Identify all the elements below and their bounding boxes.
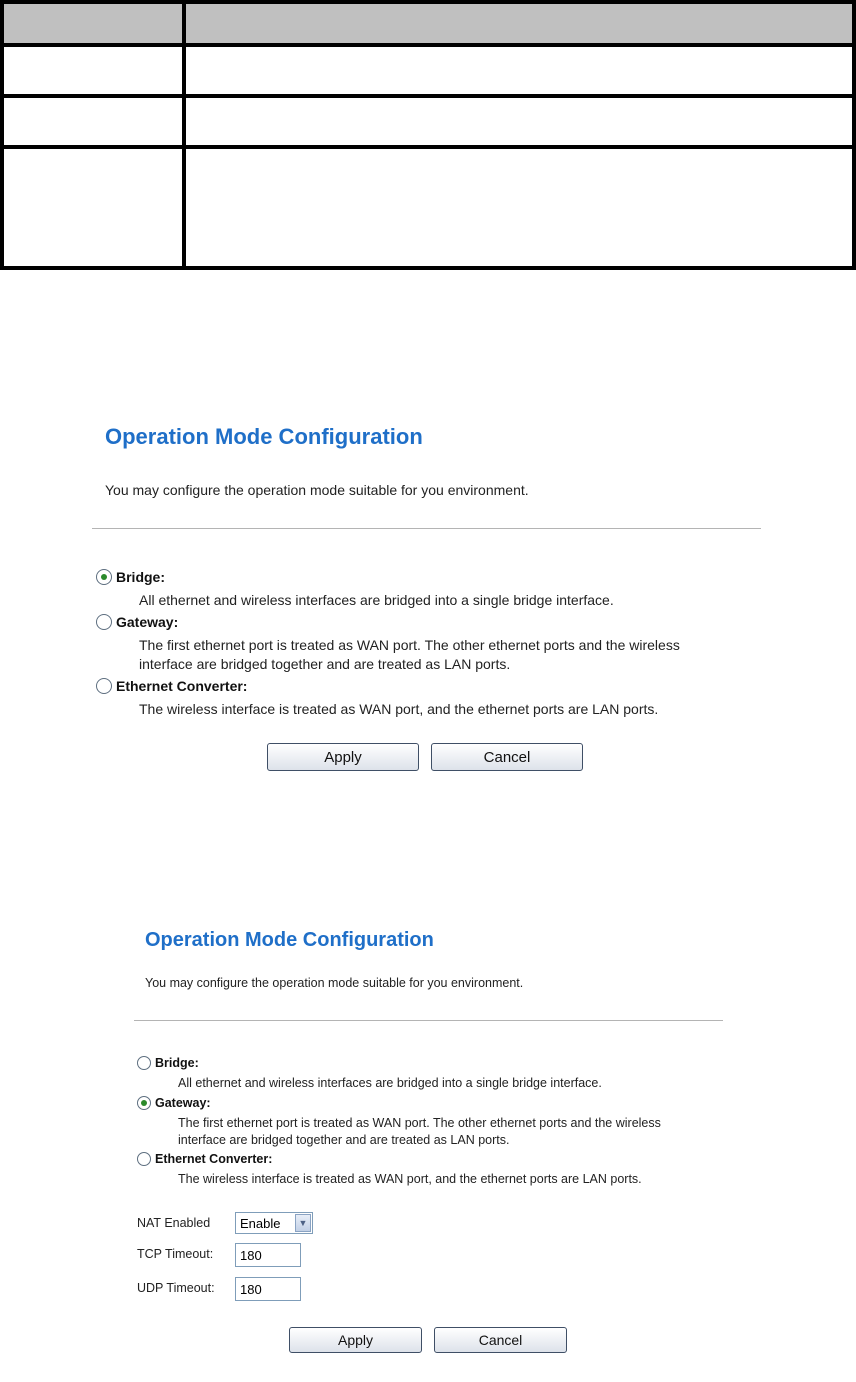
radio-label-ethernet-converter: Ethernet Converter: xyxy=(116,678,248,694)
nat-enabled-select[interactable] xyxy=(235,1212,313,1234)
nat-enabled-label: NAT Enabled xyxy=(137,1216,211,1230)
radio-option-bridge[interactable] xyxy=(137,1056,199,1070)
option-description: The first ethernet port is treated as WAN port. The other ethernet ports and the wireless xyxy=(178,1116,661,1130)
radio-option-gateway[interactable] xyxy=(137,1096,211,1110)
option-description: All ethernet and wireless interfaces are bridged into a single bridge interface. xyxy=(178,1076,602,1090)
radio-label-bridge: Bridge: xyxy=(155,1056,199,1070)
option-description: The wireless interface is treated as WAN port, and the ethernet ports are LAN ports. xyxy=(139,701,659,717)
radio-button-gateway[interactable] xyxy=(137,1096,151,1110)
radio-label-ethernet-converter: Ethernet Converter: xyxy=(155,1152,273,1166)
apply-button[interactable]: Apply xyxy=(289,1327,422,1353)
option-description: interface are bridged together and are treated as LAN ports. xyxy=(178,1133,510,1147)
tcp-timeout-label: TCP Timeout: xyxy=(137,1247,214,1261)
page-title: Operation Mode Configuration xyxy=(145,929,434,951)
radio-label-gateway: Gateway: xyxy=(116,614,179,630)
apply-button[interactable]: Apply xyxy=(267,743,419,771)
radio-button-ethernet-converter[interactable] xyxy=(137,1152,151,1166)
chevron-down-icon[interactable]: ▼ xyxy=(295,1214,311,1232)
page-title: Operation Mode Configuration xyxy=(105,424,423,449)
radio-button-bridge[interactable] xyxy=(137,1056,151,1070)
radio-label-bridge: Bridge: xyxy=(116,569,165,585)
udp-timeout-label: UDP Timeout: xyxy=(137,1281,215,1295)
tcp-timeout-input[interactable] xyxy=(235,1243,301,1267)
radio-option-ethernet-converter[interactable] xyxy=(137,1152,272,1166)
page-description: You may configure the operation mode suitable for you environment. xyxy=(105,482,529,498)
option-description: interface are bridged together and are treated as LAN ports. xyxy=(139,656,511,672)
radio-selected-dot xyxy=(141,1100,147,1106)
udp-timeout-input[interactable] xyxy=(235,1277,301,1301)
nat-enabled-value: Enable xyxy=(240,1215,281,1231)
page-description: You may configure the operation mode suitable for you environment. xyxy=(145,976,524,990)
option-description: The wireless interface is treated as WAN port, and the ethernet ports are LAN ports. xyxy=(178,1172,642,1186)
divider xyxy=(134,1020,723,1021)
cancel-button[interactable]: Cancel xyxy=(434,1327,567,1353)
option-description: The first ethernet port is treated as WAN port. The other ethernet ports and the wireless xyxy=(139,637,680,653)
cancel-button[interactable]: Cancel xyxy=(431,743,583,771)
radio-label-gateway: Gateway: xyxy=(155,1096,211,1110)
option-description: All ethernet and wireless interfaces are bridged into a single bridge interface. xyxy=(139,592,614,608)
